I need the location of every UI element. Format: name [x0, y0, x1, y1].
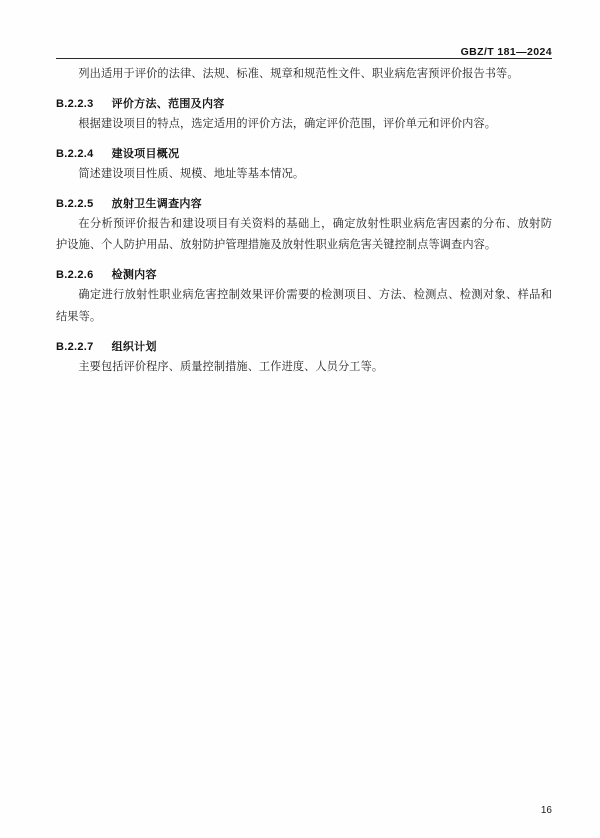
clause-body-b223: 根据建设项目的特点，选定适用的评价方法，确定评价范围，评价单元和评价内容。: [78, 117, 497, 130]
header-divider: [56, 58, 552, 59]
clause-title: 检测内容: [111, 269, 157, 282]
clause-number: B.2.2.5: [56, 197, 94, 210]
clause-title: 放射卫生调查内容: [111, 197, 202, 210]
clause-body-b226: 确定进行放射性职业病危害控制效果评价需要的检测项目、方法、检测点、检测对象、样品和结果等。: [56, 289, 552, 324]
clause-number: B.2.2.7: [56, 340, 94, 353]
clause-heading-b226: [56, 266, 552, 282]
page-header: [56, 36, 552, 58]
clause-number: B.2.2.6: [56, 269, 94, 282]
clause-title: 评价方法、范围及内容: [111, 97, 225, 110]
page-number: 16: [540, 805, 552, 816]
clause-number: B.2.2.4: [56, 147, 94, 160]
standard-number: GBZ/T 181—2024: [460, 46, 552, 58]
clause-number: B.2.2.3: [56, 97, 94, 110]
clause-body-b225: 在分析预评价报告和建设项目有关资料的基础上，确定放射性职业病危害因素的分布、放射防护设施、个人防护用品、放射防护管理措施及放射性职业病危害关键控制点等调查内容。: [56, 217, 552, 252]
intro-paragraph: 列出适用于评价的法律、法规、标准、规章和规范性文件、职业病危害预评价报告书等。: [78, 68, 519, 80]
clause-heading-b225: [56, 195, 552, 211]
clause-heading-b227: [56, 338, 552, 354]
clause-heading-b223: [56, 95, 552, 111]
clause-body-b224: 简述建设项目性质、规模、地址等基本情况。: [78, 167, 305, 180]
page-footer: [56, 805, 552, 816]
document-content: [56, 64, 552, 381]
clause-title: 组织计划: [111, 340, 157, 353]
clause-title: 建设项目概况: [111, 147, 180, 160]
clause-heading-b224: [56, 145, 552, 161]
clause-body-b227: 主要包括评价程序、质量控制措施、工作进度、人员分工等。: [78, 360, 384, 373]
